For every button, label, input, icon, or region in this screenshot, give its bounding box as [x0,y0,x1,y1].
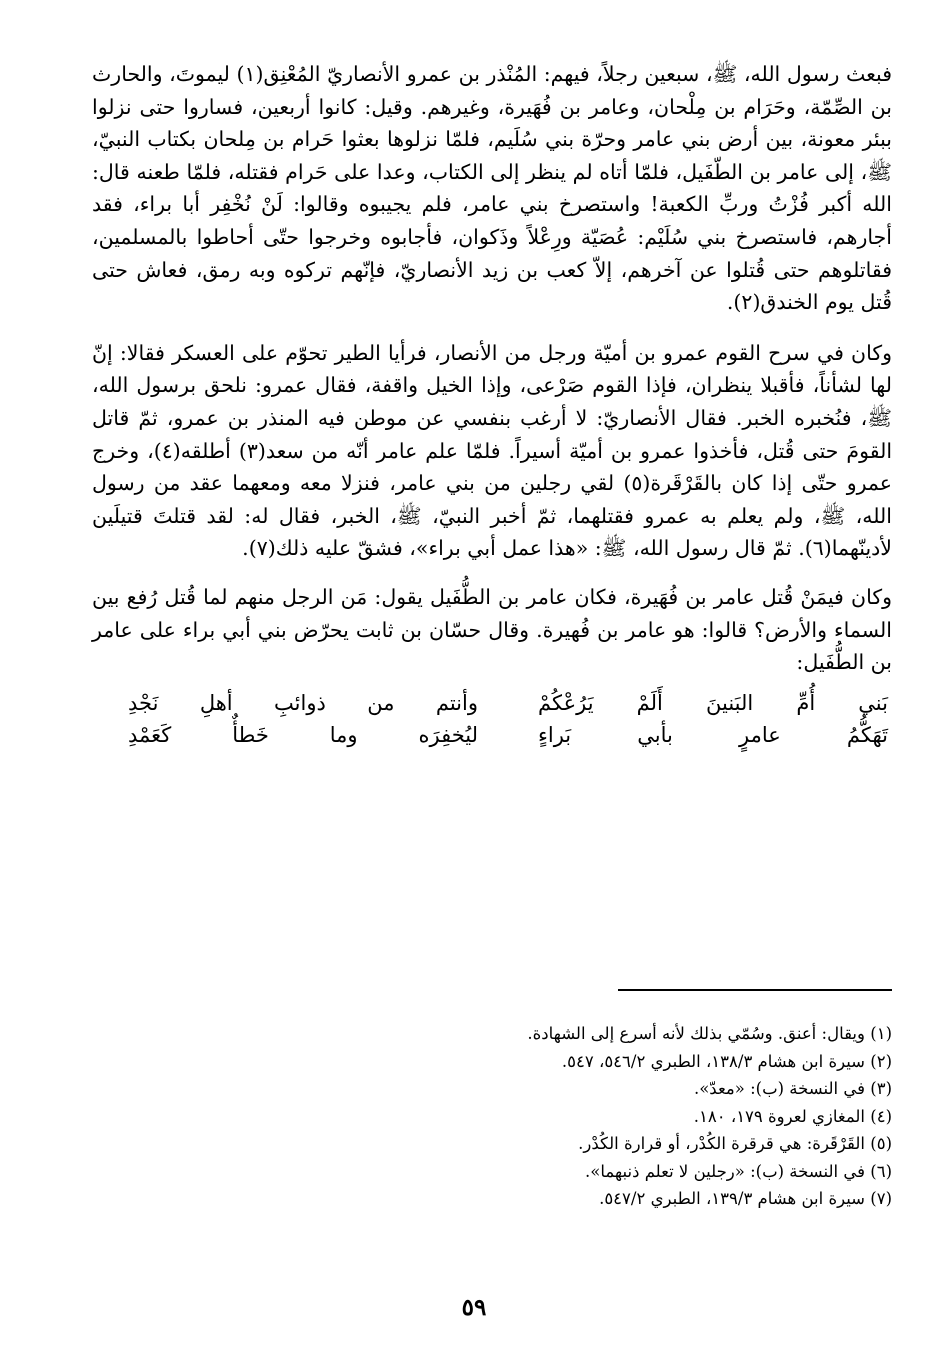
poem-first-hemistich: تَهَكُّمُ عامرٍ بأبي بَراءٍ [538,722,888,747]
footnote-2: (٢) سيرة ابن هشام ١٣٨/٣، الطبري ٥٤٦/٢، ٥٤٧. [561,1051,892,1071]
poem-line [92,719,892,751]
footnote-7: (٧) سيرة ابن هشام ١٣٩/٣، الطبري ٥٤٧/٢. [599,1189,892,1208]
poem-first-hemistich: بَني أُمِّ البَنينَ أَلَمْ يَرُعْكُمْ [538,690,888,715]
paragraph-1: فبعث رسول الله، ﷺ، سبعين رجلاً، فيهم: المُنْذر بن عمرو الأنصاريّ المُعْنِق(١) ليموتَ، والحارث بن الصِّمّة، وحَرَام بن مِلْحان، وعامر بن فُهَيرة، وغيرهم. وقيل: كانوا أربعين، فساروا حتى نزلوا ببئر معونة، بين أرض بني عامر وحرّة بني سُلَيم، فلمّا نزلوها بعثوا حَرام بن مِلحان بكتاب النبيّ، ﷺ، إلى عامر بن الطّفَيل، فلمّا أتاه لم ينظر إلى الكتاب، وعدا على حَرام فقتله، فلمّا طعنه قال: الله أكبر فُزْتُ وربِّ الكعبة! واستصرخ بني عامر، فلم يجيبوه وقالوا: لَنْ نُخْفِر أبا براء، فقد أجارهم، فاستصرخ بني سُلَيْم: عُصَيّة ورِعْلاً وذَكوان، فأجابوه وخرجوا حتّى أحاطوا بالمسلمين، فقاتلوهم حتى قُتلوا عن آخرهم، إلاّ كعب بن زيد الأنصاريّ، فإنّهم تركوه وبه رمق، فعاش حتى قُتل يوم الخندق(٢). [92,62,893,315]
footnote-5: (٥) القَرْقَرة: هي قرقرة الكُدْر، أو قرارة الكُدْر. [578,1134,892,1153]
page-number: ٥٩ [461,1294,487,1321]
paragraph-3: وكان فيمَنْ قُتل عامر بن فُهَيرة، فكان عامر بن الطُّفَيل يقول: مَن الرجل منهم لما قُتل رُفع بين السماء والأرض؟ قالوا: هو عامر بن فُهيرة. وقال حسّان بن ثابت يحرّض بني أبي براء على عامر بن الطُّفَيل: [92,584,892,675]
main-text [92,58,892,751]
footnote-1: (١) ويقال: أعنق. وسُمّي بذلك لأنه أسرع إلى الشهادة. [527,1024,892,1043]
poem-line [92,687,892,719]
footnote-separator [618,989,892,991]
footnote-6: (٦) في النسخة (ب): «رجلين لا تعلم ذنبهما». [585,1161,892,1181]
poem-second-hemistich: وأنتم من ذوائبِ أهلِ نَجْدِ [128,690,478,715]
poem [92,687,892,751]
poem-second-hemistich: ليُخفِرَه وما خَطأٌ كَعَمْدِ [128,722,478,747]
footnote-4: (٤) المغازي لعروة ١٧٩، ١٨٠. [693,1106,892,1126]
paragraph-2: وكان في سرح القوم عمرو بن أميّة ورجل من الأنصار، فرأيا الطير تحوّم على العسكر فقالا: إنّ لها لشأناً، فأقبلا ينظران، فإذا القوم صَرْعى، وإذا الخيل واقفة، فقال عمرو: نلحق برسول الله، ﷺ، فنُخبره الخبر. فقال الأنصاريّ: لا أرغب بنفسي عن موطن فيه المنذر بن عمرو، ثمّ قاتل القومَ حتى قُتل، فأخذوا عمرو بن أميّة أسيراً. فلمّا علم عامر أنّه من سعد(٣) أطلقه(٤)، وخرج عمرو حتّى إذا كان بالقَرْقَرة(٥) لقي رجلين من بني عامر، فنزلا معه ومعهما عقد من رسول الله، ﷺ، ولم يعلم به عمرو فقتلهما، ثمّ أخبر النبيّ، ﷺ، الخبر، فقال له: لقد قتلتَ قتيلَين لأدينّهما(٦). ثمّ قال رسول الله، ﷺ: «هذا عمل أبي براء»، فشقّ عليه ذلك(٧). [92,340,893,561]
footnotes [240,1020,892,1213]
footnote-3: (٣) في النسخة (ب): «معدّ». [693,1079,892,1098]
